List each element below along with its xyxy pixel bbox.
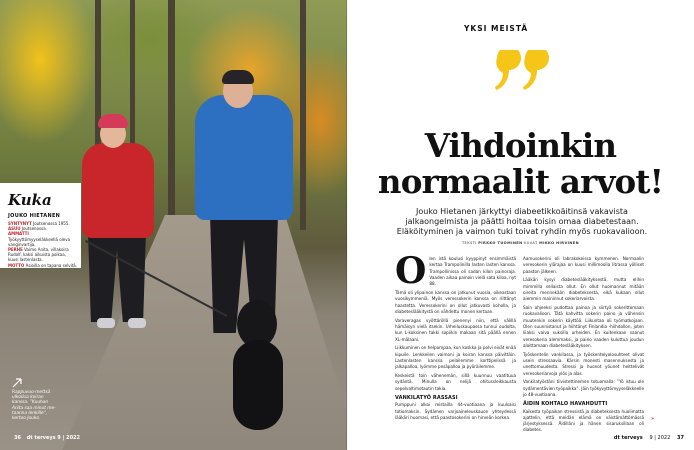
paragraph: Pumppuni alkoi reistailla 44-vuotiaana ja kuulsaisi totiomaksin. Sydämen varjoaineleuskauon yhteydessä lääkäri huomasi, että paastosokerini on hirveän korkea. bbox=[395, 402, 516, 420]
quote-mark-icon bbox=[493, 50, 553, 110]
profile-name: JOUKO HIETANEN bbox=[8, 213, 61, 219]
section-kicker: YKSI MEISTÄ bbox=[464, 24, 529, 33]
article-credits: TEKSTI PIRKKO TUOMINEN KUVAT MIKKO HIRVINEN bbox=[461, 241, 580, 245]
paragraph: Aamusokerini oli labrakokeissa kymmenen. Normaalin veresokerin ylärajaa on kuusi millimoolia litrassa yölliset paaston jälkeen. bbox=[523, 256, 644, 274]
profile-box bbox=[0, 183, 81, 268]
continue-mark: » bbox=[651, 416, 655, 422]
man-blue-jacket bbox=[195, 95, 293, 220]
paragraph: Tämä oli ylipainon kanssa on jatkunut vuosia, oikeastaan vuosikymmeniä. Myös veressokerin kanssa on riittänyt haastetta. Veressokerini on ollut jatkuvasti koholla, ja diabeteslääkitystä on vähdettu monen kertaan. bbox=[395, 289, 516, 314]
paragraph: Olen istä koulusi kyyppinyt ensimmäistä kertaa Trampolinilla lasten lasten kanssa. Trampoliinissa oli sadan kilon painoraja. Vaaden aikaa painoin vielä sata kiloa, nyt 88. bbox=[395, 250, 516, 292]
issue-number: 9 | 2022 bbox=[649, 435, 671, 441]
dog-body bbox=[233, 340, 283, 430]
profile-fact: SYNTYNYT Joutsenossa 1955. bbox=[8, 221, 70, 226]
profile-fact: AMMATTI Työkyyttömyyseläkkeellä oleva vanginvartija. bbox=[8, 231, 71, 247]
tree-trunk bbox=[300, 0, 306, 230]
profile-fact: PERHE Vaimo Anita, villakoira Rudolf, kaksi aikuista poikaa, kuusi lastenlasta. bbox=[8, 247, 69, 263]
page-fold bbox=[346, 0, 348, 450]
paragraph: Lääkäri kysyi diabeteslääkityksestä, mutta elihin mimmilla sellaista ollut. En ollut huomannut mitään oireita mennekään diabeteksesta, eikä kukaan ollut aiemmin maininnut sokeriarvoista. bbox=[523, 277, 644, 302]
page-number: 37 bbox=[677, 435, 684, 441]
article-headline: Vihdoinkin normaalit arvot! bbox=[377, 126, 664, 201]
article-column-2 bbox=[523, 256, 644, 436]
publication-name: dt terveys 9 | 2022 bbox=[26, 435, 81, 441]
profile-title: Kuka bbox=[8, 191, 52, 209]
drop-cap: O bbox=[395, 250, 427, 292]
profile-fact: MOTTO Asioilla on tapana selvitä. bbox=[8, 262, 78, 268]
woman-red-jacket bbox=[82, 143, 154, 238]
woman-shoe bbox=[97, 318, 115, 328]
paragraph: Keskeistä toin vähenemän, sillä kuunnuu vaatituua sydäntä. Minulla on nelijä ohitussleikkausta sepelvaltimotautin takia. bbox=[395, 373, 516, 391]
poodle-dog bbox=[225, 300, 289, 430]
left-page-footer bbox=[14, 435, 80, 441]
paragraph: Varaveragas vyöttäröllä pienenyi niin, että välillä hämäisyn vielä itsekin. Urheiluskaupassa tunnui oudolta, kun L-koksinen takki sopiikin makaan sitä päällä ennen XL-mälaani. bbox=[395, 317, 516, 342]
subheading: VANKILATYÖ RASSASI bbox=[395, 394, 458, 401]
right-page-footer bbox=[614, 435, 684, 441]
woman-shoe bbox=[128, 318, 146, 328]
paragraph: Liikkuminen on helpompaa, kun koskka ja polvi eivät enää kipuile. Lenkkeilen vaimoni ja koiran kanssa päivittäin. Lastenlasten kanssa pelailemme korttipelissä ja jalkapalloa, lyömme pesäpalloa ja pyöräilemme. bbox=[395, 345, 516, 370]
paragraph: Kaikesta työpaikan stressistä ja diabeteksesta huolimatta ajattelin, että meidän elämä on väistämättömässä järjestyksessä. Äidilläni ja hänen sisaruksillaan oli diabetes. bbox=[523, 408, 644, 433]
paragraph: Työskentelin vankilassa, ja työskentelyolosuhteet olivat usein stressaavia. Kärsin monesti masennuksesta ja unettomuudesta. Stressi ja huonot yöunet heittelivät veresokeriarvoja ylös ja alas. bbox=[523, 351, 644, 376]
paragraph: Sain ohjeeksi pudottaa painoa ja siirtyä sokerittomaan ruokavalioon. Tätä kahvitta sokerin paino ja vähensin muutenkin sokerin käyttöä. Liikuntaa oli työmatkojaan. Olen suunnistanut ja hiihtänyt Finlandia -hiihdollon, joten liiaksi vaiva suksilla urheiden. En kuitenkaan saanut veresokeria alemmaksi, ja paino vaaden kuluttua joudun aloittamaan diabeteslääkityksen. bbox=[523, 305, 644, 348]
article-column-1 bbox=[395, 250, 516, 424]
caption-arrow-icon bbox=[12, 378, 22, 388]
page-number: 36 bbox=[14, 435, 21, 441]
publication-name: dt terveys bbox=[613, 435, 643, 441]
article-lead: Jouko Hietanen järkyttyi diabeetikkoäitinsä vakavista jalkaongelmista ja päätti hoitaa toisin omaa diabetestaan. Eläköityminen ja vaimon tuki toivat ryhdin myös ruokavalioon. bbox=[396, 207, 648, 236]
profile-fact: ASUU Joutsenossa. bbox=[8, 226, 47, 232]
paragraph: Vankilatyöstäni tiivistettinemen totuamalla: ”Yö istuu ole sydämentävien työpaikka”. Jäin työkyvyttömyyseläkkeelle jo 48-vuotiaana. bbox=[523, 379, 644, 397]
woman-hat bbox=[98, 114, 128, 128]
photo-caption: Rappuvuo-mettsä ulkoilua koiran kanssa. ”Kuuhan Anita saa minut me-taanna lenkille”, kertoo Jouko. bbox=[12, 378, 60, 421]
subheading: ÄIDIN KOHTALO HAVAHDUTTI bbox=[523, 401, 608, 408]
article-page bbox=[347, 0, 694, 450]
tree-trunk bbox=[168, 0, 175, 215]
profile-facts bbox=[8, 221, 77, 268]
man-hat bbox=[222, 70, 254, 84]
